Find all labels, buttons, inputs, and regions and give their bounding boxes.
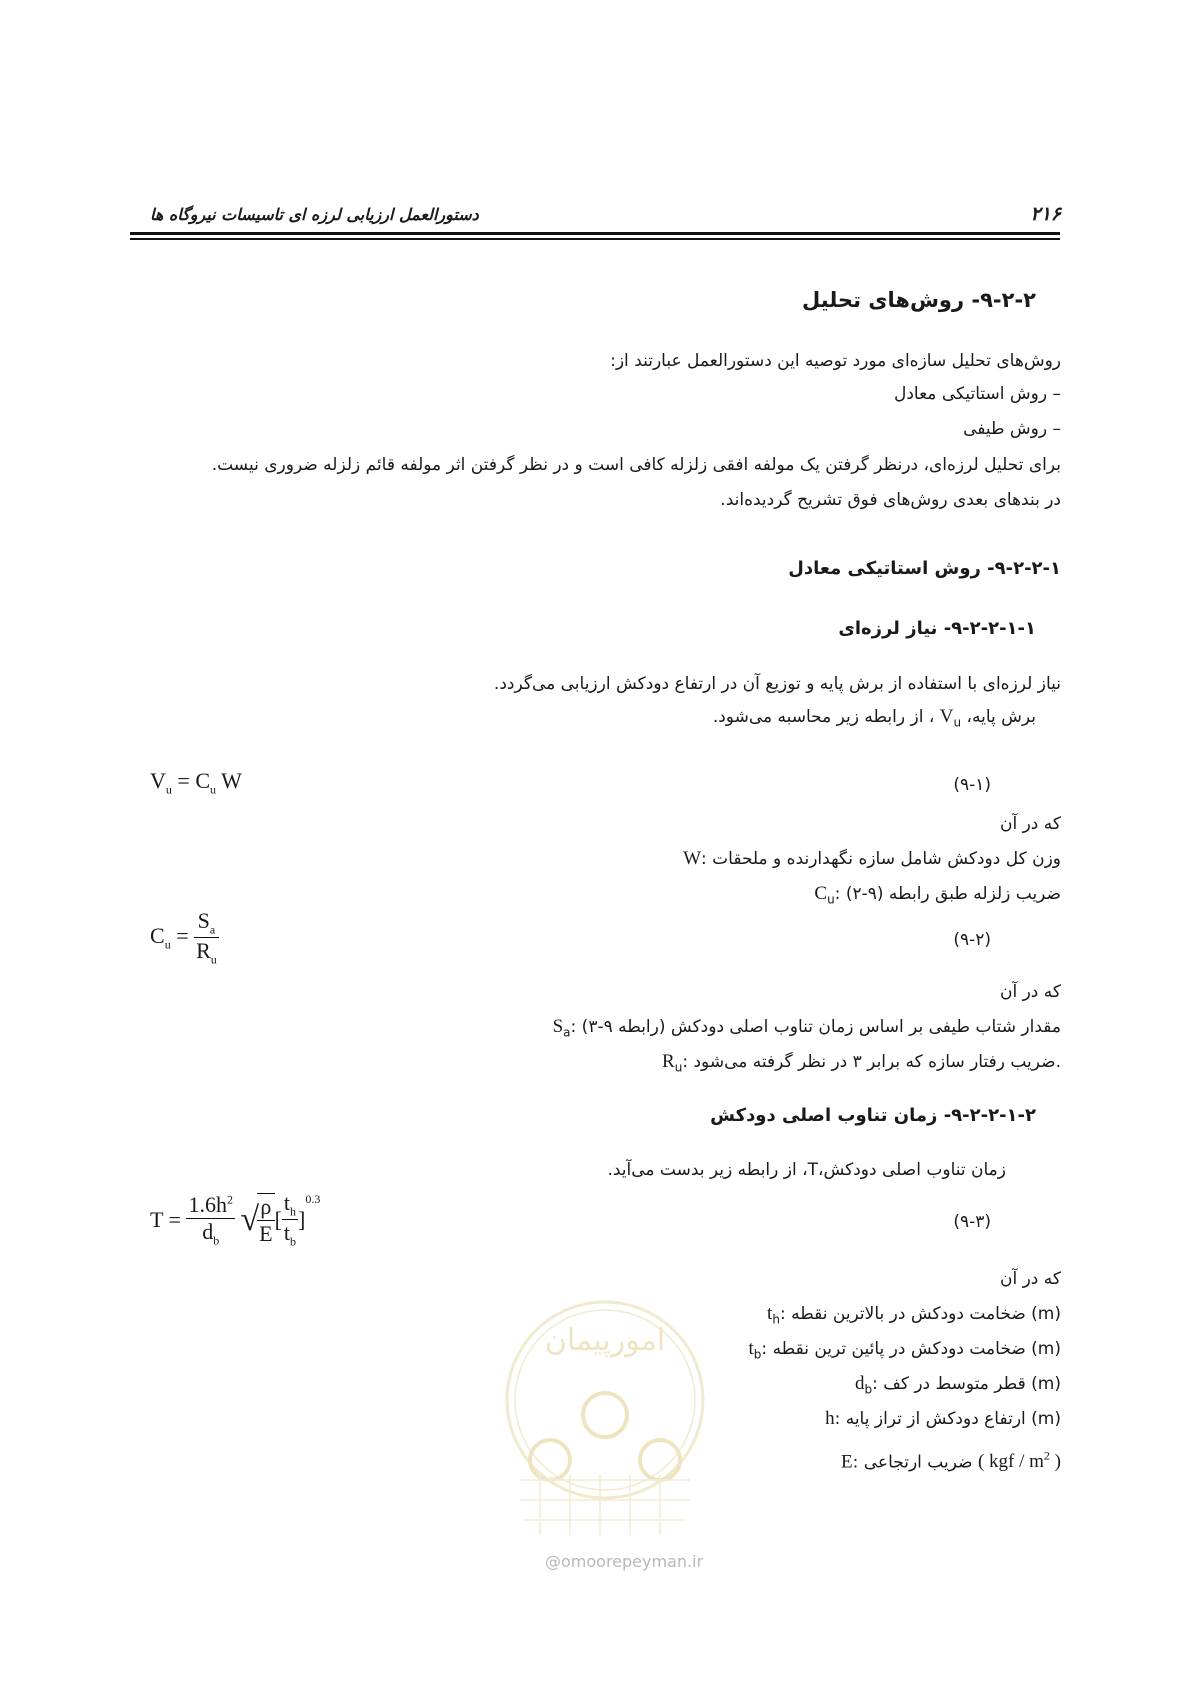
equation-2: $C_u$ = $\frac{S_a}{R_u}$: [150, 908, 217, 967]
where-label-3: که در آن: [999, 1269, 1061, 1289]
header-rule-thin: [130, 238, 1060, 240]
definition-tb: $t_b$: ضخامت دودکش در پائین ترین نقطه (m): [748, 1338, 1061, 1362]
equation-3-number: (۹-۳): [953, 1212, 991, 1232]
section-heading-9-2-2-1-2: ۹-۲-۲-۱-۲- زمان تناوب اصلی دودکش: [710, 1105, 1036, 1126]
definition-th: $t_h$: ضخامت دودکش در بالاترین نقطه (m): [767, 1303, 1061, 1327]
definition-w: W: وزن کل دودکش شامل سازه نگهدارنده و ملحقات: [683, 848, 1061, 869]
equation-3-fraction: $\frac{1.6h^2}{d_b}$: [188, 1191, 233, 1248]
paragraph-period: زمان تناوب اصلی دودکش،T، از رابطه زیر بدست می‌آید.: [607, 1160, 1006, 1180]
definition-sa: $S_a$: مقدار شتاب طیفی بر اساس زمان تناوب اصلی دودکش (رابطه ۹-۳): [552, 1016, 1061, 1040]
watermark-logo: [490, 1295, 720, 1549]
section-intro: روش‌های تحلیل سازه‌ای مورد توصیه این دستورالعمل عبارتند از:: [610, 351, 1061, 371]
equation-2-number: (۹-۲): [953, 930, 991, 950]
definition-cu: $C_u$: ضریب زلزله طبق رابطه (۹-۲): [814, 883, 1061, 907]
definition-h: h: ارتفاع دودکش از تراز پایه (m): [825, 1408, 1061, 1429]
equation-1: $V_u = C_u$ W: [150, 768, 242, 797]
definition-db: $d_b$: قطر متوسط در کف (m): [854, 1373, 1061, 1397]
where-label-2: که در آن: [999, 982, 1061, 1002]
running-header-title: دستورالعمل ارزیابی لرزه ای تاسیسات نیروگاه ها: [150, 205, 479, 224]
definition-e: E: ضریب ارتجاعی ( kgf / $m^2$ ): [841, 1449, 1061, 1473]
section-heading-9-2-2: ۹-۲-۲- روش‌های تحلیل: [802, 288, 1036, 312]
paragraph-following-sections: در بندهای بعدی روش‌های فوق تشریح گردیده‌اند.: [720, 490, 1061, 510]
method-item-static: – روش استاتیکی معادل: [894, 384, 1061, 404]
definition-ru: $R_u$: ضریب رفتار سازه که برابر ۳ در نظر گرفته می‌شود.: [662, 1051, 1061, 1075]
where-label-1: که در آن: [999, 814, 1061, 834]
paragraph-base-shear: برش پایه، $V_u$ ، از رابطه زیر محاسبه می‌شود.: [712, 706, 1036, 730]
watermark-url: @omoorepeyman.ir: [545, 1552, 704, 1571]
method-item-spectral: – روش طیفی: [963, 419, 1061, 439]
header-rule-thick: [130, 232, 1060, 235]
equation-2-fraction: $\frac{S_a}{R_u}$: [196, 908, 217, 967]
svg-text:امورپیمان: امورپیمان: [544, 1323, 666, 1358]
paragraph-seismic-demand: نیاز لرزه‌ای با استفاده از برش پایه و توزیع آن در ارتفاع دودکش ارزیابی می‌گردد.: [493, 674, 1061, 694]
sqrt-symbol: √: [240, 1200, 260, 1238]
paragraph-horizontal-component: برای تحلیل لرزه‌ای، درنظر گرفتن یک مولفه افقی زلزله کافی است و در نظر گرفتن اثر مولفه قائم زلزله ضروری نیست.: [211, 455, 1061, 475]
page-number: ۲۱۶: [1030, 203, 1061, 225]
equation-1-number: (۹-۱): [953, 775, 991, 795]
section-heading-9-2-2-1: ۹-۲-۲-۱- روش استاتیکی معادل: [788, 558, 1061, 579]
equation-3: T = $\frac{1.6h^2}{d_b}$ √ $\frac{\rho}{E}$ [ $\frac{t_h}{t_b}$ ]$^{0.3}$: [150, 1190, 321, 1249]
section-heading-9-2-2-1-1: ۹-۲-۲-۱-۱- نیاز لرزه‌ای: [838, 618, 1036, 639]
